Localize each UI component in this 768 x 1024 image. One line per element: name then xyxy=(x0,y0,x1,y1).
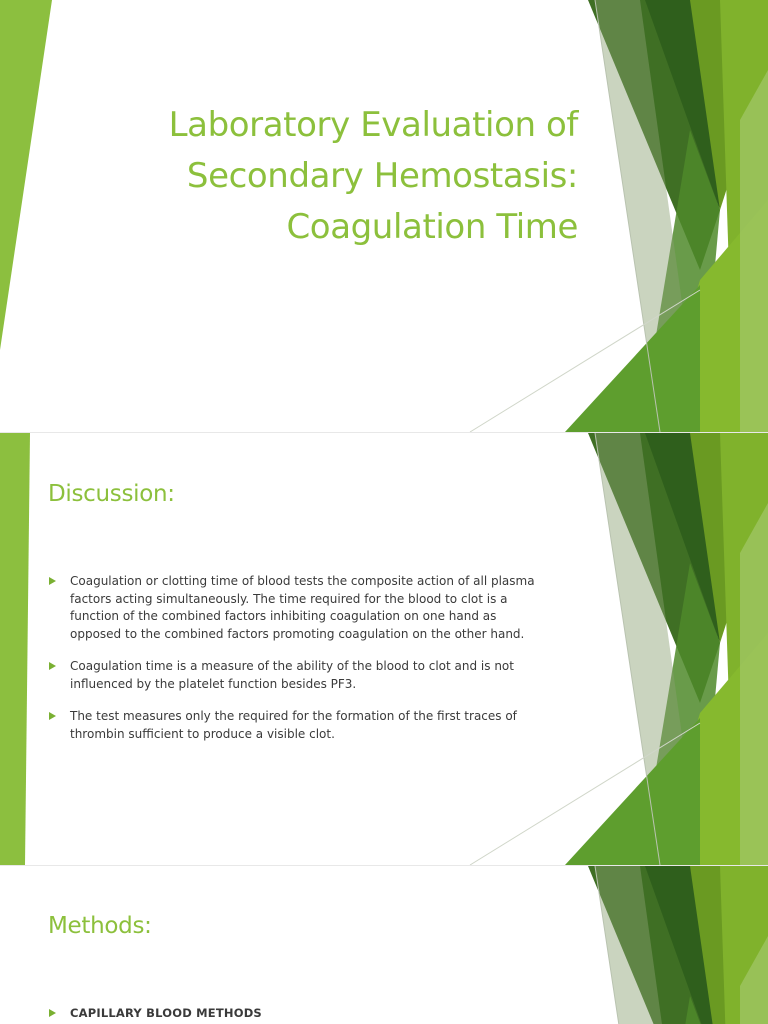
title-line: Laboratory Evaluation of xyxy=(168,105,578,145)
slide-title xyxy=(0,0,768,432)
title-line: Secondary Hemostasis: xyxy=(186,156,578,196)
methods-bullet-list xyxy=(48,1005,548,1023)
bullet-text: Coagulation or clotting time of blood tests the composite action of all plasma factors acting simultaneously. The time required for the blood to clot is a function of the combined factors inhibiting coagulation on one hand as opposed to the combined factors promoting coagulation on the other hand. xyxy=(70,574,535,641)
list-item xyxy=(48,1005,548,1023)
triangle-right-icon xyxy=(49,577,56,585)
discussion-bullet-list xyxy=(48,573,548,743)
bullet-text: Coagulation time is a measure of the ability of the blood to clot and is not influenced by the platelet function besides PF3. xyxy=(70,659,514,691)
methods-heading: Methods: xyxy=(48,913,152,939)
triangle-right-icon xyxy=(49,712,56,720)
triangle-right-icon xyxy=(49,1009,56,1017)
discussion-heading: Discussion: xyxy=(48,481,175,507)
slide-discussion xyxy=(0,433,768,865)
slide-methods xyxy=(0,866,768,1024)
title-line: Coagulation Time xyxy=(286,207,578,247)
triangle-right-icon xyxy=(49,662,56,670)
bullet-text: CAPILLARY BLOOD METHODS xyxy=(70,1006,262,1020)
list-item xyxy=(48,658,548,693)
list-item xyxy=(48,573,548,643)
green-facets-decoration xyxy=(0,866,768,1024)
bullet-text: The test measures only the required for the formation of the first traces of thrombin sufficient to produce a visible clot. xyxy=(70,709,517,741)
slide-title-text xyxy=(58,100,578,253)
list-item xyxy=(48,708,548,743)
